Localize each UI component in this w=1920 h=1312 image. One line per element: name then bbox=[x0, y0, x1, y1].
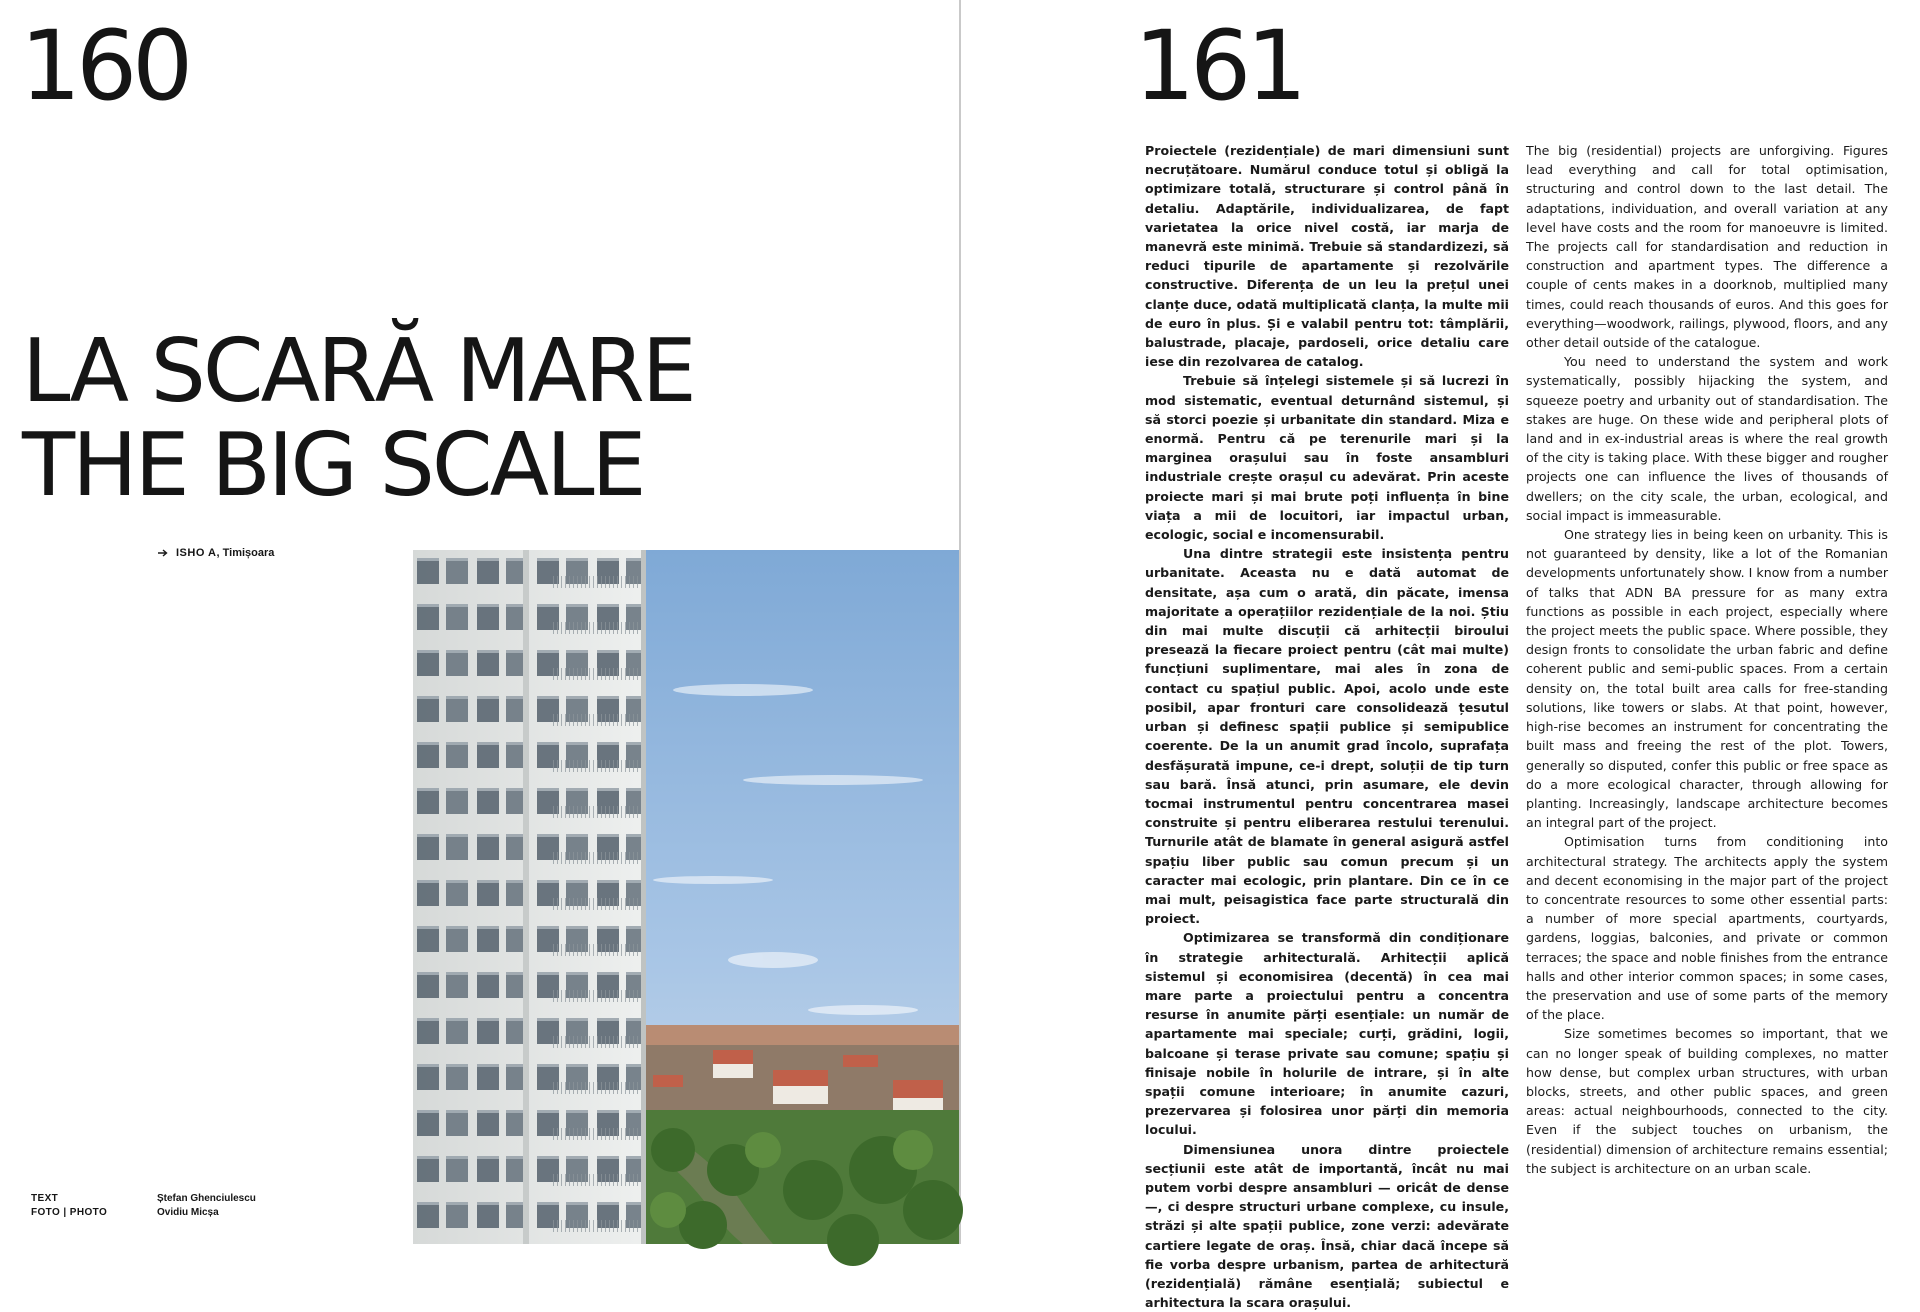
credit-photo bbox=[31, 1206, 256, 1220]
paragraph: The big (residential) projects are unforgiving. Figures lead everything and call for total optimisation, structuring and control down to the last detail. The adaptations, individuation, and overall variation at any level have costs and the room for manoeuvre is limited. The projects call for standardisation and reduction in construction and apartment types. The difference a couple of cents makes in a doorknob, multiplied many times, could reach thousands of euros. And this goes for everything—woodwork, railings, plywood, floors, and any other detail outside of the catalogue. bbox=[1526, 143, 1888, 351]
paragraph: Dimensiunea unora dintre proiectele secțiunii este atât de importantă, încât nu mai putem vorbi despre ansambluri — oricât de dense —, ci despre structuri urbane complexe, cu insule, străzi și alte spații publice, zone verzi: adevărate cartiere legate de oraș. Însă, chiar dacă începe să fie vorba despre urbanism, partea de arhitectură (rezidențială) rămâne esențială; subiectul e arhitectura la scara orașului. bbox=[1145, 1141, 1509, 1311]
title-english: THE BIG SCALE bbox=[22, 414, 644, 516]
tower-photo bbox=[413, 550, 959, 1244]
paragraph: Proiectele (rezidențiale) de mari dimensiuni sunt necruțătoare. Numărul conduce totul și obligă la optimizare totală, structurare și control până în detaliu. Adaptările, individualizarea, de fapt varietatea la orice nivel costă, iar marja de manevră este minimă. Trebuie să standardizezi, să reduci tipurile de apartamente și rezolvările constructive. Diferența de un leu la prețul unei clanțe duce, odată multiplicată clanța, la multe mii de euro în plus. Și e valabil pentru tot: tâmplării, balustrade, placaje, pardoseli, orice detaliu care iese din rezolvarea de catalog. bbox=[1145, 143, 1509, 370]
project-city: , Timișoara bbox=[216, 547, 275, 559]
arrow-right-icon bbox=[158, 549, 168, 557]
credits bbox=[31, 1192, 256, 1220]
project-location bbox=[158, 547, 274, 559]
article-title bbox=[22, 320, 694, 516]
title-romanian: LA SCARĂ MARE bbox=[22, 320, 694, 422]
page-number-left: 160 bbox=[20, 10, 189, 122]
paragraph: Size sometimes becomes so important, that we can no longer speak of building complexes, no matter how dense, but complex urban structures, with urban blocks, streets, and other public spaces, and green areas: actual neighbourhoods, connected to the city. Even if the subject touches on urbanism, the (residential) dimension of architecture remains essential; the subject is architecture on an urban scale. bbox=[1526, 1026, 1888, 1176]
credit-name: Ovidiu Micșa bbox=[157, 1207, 219, 1218]
credit-name: Ștefan Ghenciulescu bbox=[157, 1193, 256, 1204]
credit-role: TEXT bbox=[31, 1193, 59, 1204]
credit-text bbox=[31, 1192, 256, 1206]
paragraph: One strategy lies in being keen on urbanity. This is not guaranteed by density, like a lot of the Romanian developments unfortunately show. I know from a number of talks that ADN BA pressure for as many extra functions as possible in each project, especially where the project meets the public space. Where possible, they design fronts to consolidate the urban fabric and define coherent public and semi-public spaces. From a certain density on, the total built area calls for free-standing solutions, like towers or slabs. At that point, however, high-rise becomes an instrument for concentrating the built mass and freeing the rest of the plot. Towers, generally so disputed, confer this public or free space as do a more ecological character, through allowing for planting. Increasingly, landscape architecture becomes an integral part of the project. bbox=[1526, 527, 1888, 831]
article-column-romanian bbox=[1145, 141, 1509, 1312]
right-page bbox=[961, 0, 1920, 1311]
paragraph: Trebuie să înțelegi sistemele și să lucrezi în mod sistematic, eventual deturnând sistemul, și să storci poezie și urbanitate din standard. Miza e enormă. Pentru că pe terenurile mari și la marginea orașului sau în foste ansambluri industriale crește orașul cu adevărat. Prin aceste proiecte mari și mai brute poți influența în bine viața a mii de locuitori, iar impactul urban, ecologic, social e incomensurabil. bbox=[1145, 373, 1509, 543]
left-page bbox=[0, 0, 959, 1244]
paragraph: Optimizarea se transformă din condiționare în strategie arhitecturală. Arhitecții aplică sistemul și economisirea (decentă) în cea mai mare parte a proiectului pentru a concentra resurse în anumite părți esențiale: un număr de apartamente mai speciale; curți, grădini, logii, balcoane și terase private sau comune; spațiu și finisaje nobile în holurile de intrare, și în alte spații comune interioare; în anumite cazuri, prezervarea și folosirea unor părți din memoria locului. bbox=[1145, 930, 1509, 1138]
paragraph: Una dintre strategii este insistența pentru urbanitate. Aceasta nu e dată automat de densitate, așa cum o arată, din păcate, imensa majoritate a operațiilor rezidențiale de la noi. Știu din mai multe discuții că arhitecții biroului presează la fiecare proiect pentru (cât mai multe) funcțiuni suplimentare, mai ales în zona de contact cu spațiul public. Apoi, acolo unde este posibil, apar fronturi care consolidează țesutul urban și definesc spații publice și semipublice coerente. De la un anumit grad încolo, suprafața desfășurată impune, ce-i drept, soluții de tip turn sau bară. Însă atunci, prin asumare, ele devin tocmai instrumentul pentru concentrarea masei construite și pentru eliberarea restului terenului. Turnurile atât de blamate în general asigură astfel spațiu liber public sau comun precum și un caracter mai ecologic, prin plantare. Din ce în ce mai mult, peisagistica face parte structurală din proiect. bbox=[1145, 546, 1509, 927]
paragraph: You need to understand the system and work systematically, possibly hijacking the system, and squeeze poetry and urbanity out of standardisation. The stakes are huge. On these wide and peripheral plots of land and in ex-industrial areas is where the real growth of the city is taking place. With these bigger and rougher projects one can influence the lives of thousands of dwellers; on the city scale, the urban, ecological, and social impact is immeasurable. bbox=[1526, 354, 1888, 523]
paragraph: Optimisation turns from conditioning into architectural strategy. The architects apply the system and decent economising in the major part of the project to concentrate resources to some other essential parts: a number of more special apartments, courtyards, gardens, loggias, balconies, and private or common terraces; the space and noble finishes from the entrance halls and other interior common spaces; in some cases, the preservation and use of some parts of the memory of the place. bbox=[1526, 834, 1888, 1023]
article-column-english bbox=[1526, 141, 1888, 1178]
page-number-right: 161 bbox=[1134, 10, 1303, 122]
project-name: ISHO A bbox=[176, 547, 217, 559]
credit-role: FOTO | PHOTO bbox=[31, 1207, 108, 1218]
